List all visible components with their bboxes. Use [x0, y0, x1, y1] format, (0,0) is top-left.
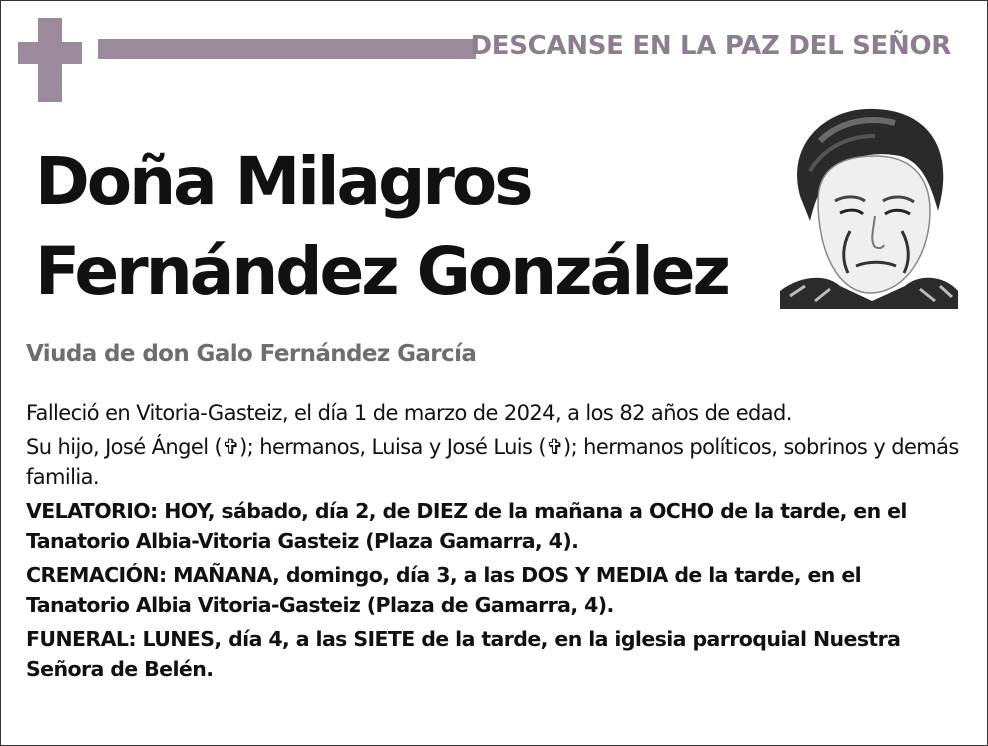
paragraph-wake: VELATORIO: HOY, sábado, día 2, de DIEZ de la mañana a OCHO de la tarde, en el Tanatorio Albia-Vitoria Gasteiz (Plaza Gamarra, 4).: [26, 499, 907, 553]
paragraph-family: Su hijo, José Ángel (✞); hermanos, Luisa y José Luis (✞); hermanos políticos, sobrinos y demás familia.: [26, 435, 959, 489]
name-line-2: Fernández González: [35, 233, 728, 310]
paragraph-funeral: FUNERAL: LUNES, día 4, a las SIETE de la tarde, en la iglesia parroquial Nuestra Señora de Belén.: [26, 627, 901, 681]
paragraph-death: Falleció en Vitoria-Gasteiz, el día 1 de marzo de 2024, a los 82 años de edad.: [26, 401, 792, 425]
name-line-1: Doña Milagros: [35, 143, 531, 220]
portrait-image: [780, 101, 958, 309]
cross-horizontal-bar: [18, 42, 82, 64]
header-rule: [98, 39, 476, 59]
subtitle-widow-of: Viuda de don Galo Fernández García: [26, 341, 477, 367]
paragraph-cremation: CREMACIÓN: MAÑANA, domingo, día 3, a las DOS Y MEDIA de la tarde, en el Tanatorio Albia Vitoria-Gasteiz (Plaza de Gamarra, 4).: [26, 563, 862, 617]
deceased-name: [35, 137, 728, 317]
header-text: DESCANSE EN LA PAZ DEL SEÑOR: [470, 31, 951, 61]
notice-body: [26, 398, 966, 688]
portrait-photo: [780, 101, 958, 309]
